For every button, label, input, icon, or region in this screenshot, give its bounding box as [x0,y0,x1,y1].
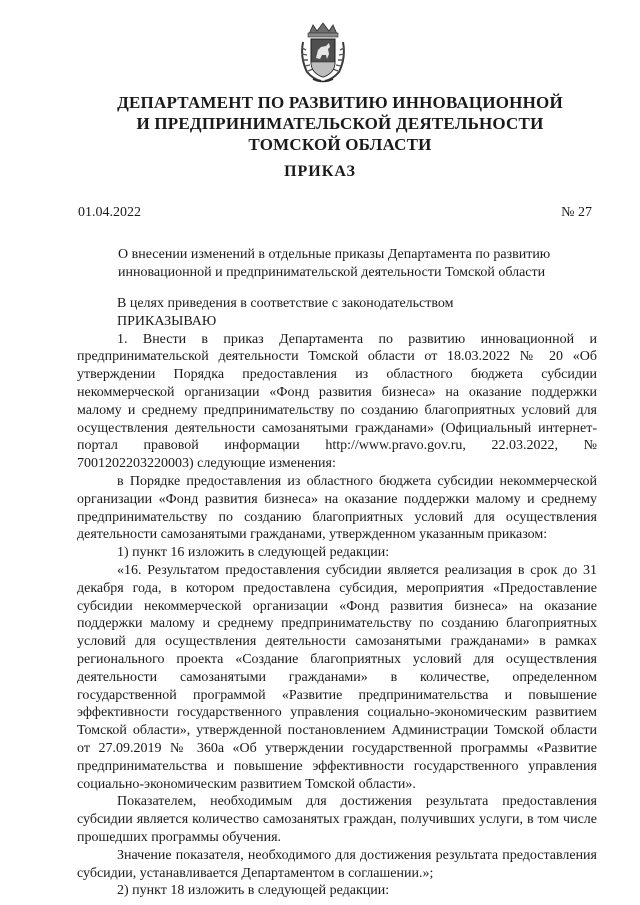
body-paragraph: 1. Внести в приказ Департамента по развитию инновационной и предпринимательской деятельности Томской области от 18.03.2022 № 20 «Об утверждении Порядка предоставления из областного бюджета субсидии некоммерческой организации «Фонд развития бизнеса» на оказание поддержки малому и среднему предпринимательству по созданию благоприятных условий для осуществления деятельности самозанятыми гражданами» (Официальный интернет-портал правовой информации http://www.pravo.gov.ru, 22.03.2022, № 7001202203220003) следующие изменения: [77,331,597,472]
document-body [77,295,597,900]
body-paragraph: Значение показателя, необходимого для достижения результата предоставления субсидии, устанавливается Департаментом в соглашении.»; [77,847,597,881]
body-paragraph: 1) пункт 16 изложить в следующей редакции: [117,545,390,561]
document-type-heading: ПРИКАЗ [284,163,356,180]
document-date: 01.04.2022 [78,205,141,220]
department-title-line: И ПРЕДПРИНИМАТЕЛЬСКОЙ ДЕЯТЕЛЬНОСТИ [136,114,544,133]
body-paragraph: Показателем, необходимым для достижения результата предоставления субсидии является количество самозанятых граждан, получивших услуги, в том числе прошедших программы обучения. [77,794,597,845]
body-paragraph: ПРИКАЗЫВАЮ [117,313,217,329]
document-subject: О внесении изменений в отдельные приказы Департамента по развитию инновационной и предпринимательской деятельности Томской области [118,247,551,280]
department-title-line: ДЕПАРТАМЕНТ ПО РАЗВИТИЮ ИННОВАЦИОННОЙ [117,93,563,112]
tomsk-oblast-coat-of-arms-icon [299,22,347,84]
department-title [60,92,620,155]
body-paragraph: в Порядке предоставления из областного бюджета субсидии некоммерческой организации «Фонд развития бизнеса» на оказание поддержки малому и среднему предпринимательству по созданию благоприятных условий для осуществления деятельности самозанятыми гражданами, утвержденном указанным приказом: [77,473,597,543]
body-paragraph: В целях приведения в соответствие с законодательством [117,296,454,311]
document-number: № 27 [561,205,592,220]
body-paragraph: «16. Результатом предоставления субсидии является реализация в срок до 31 декабря года, в котором предоставлена субсидия, мероприятия «Предоставление субсидии некоммерческой организации «Фонд развития бизнеса» на оказание поддержки малому и среднему предпринимательству по созданию благоприятных условий для осуществления деятельности самозанятыми гражданами» в рамках регионального проекта «Создание благоприятных условий для осуществления деятельности самозанятыми гражданами» в количестве, определенном государственной программой «Развитие предпринимательства и повышение эффективности государственного управления социально-экономическим развитием Томской области», утвержденной постановлением Администрации Томской области от 27.09.2019 № 360а «Об утверждении государственной программы «Развитие предпринимательства и повышение эффективности государственного управления социально-экономическим развитием Томской области». [77,562,597,792]
department-title-line: ТОМСКОЙ ОБЛАСТИ [248,135,432,154]
body-paragraph: 2) пункт 18 изложить в следующей редакции: [117,883,390,899]
